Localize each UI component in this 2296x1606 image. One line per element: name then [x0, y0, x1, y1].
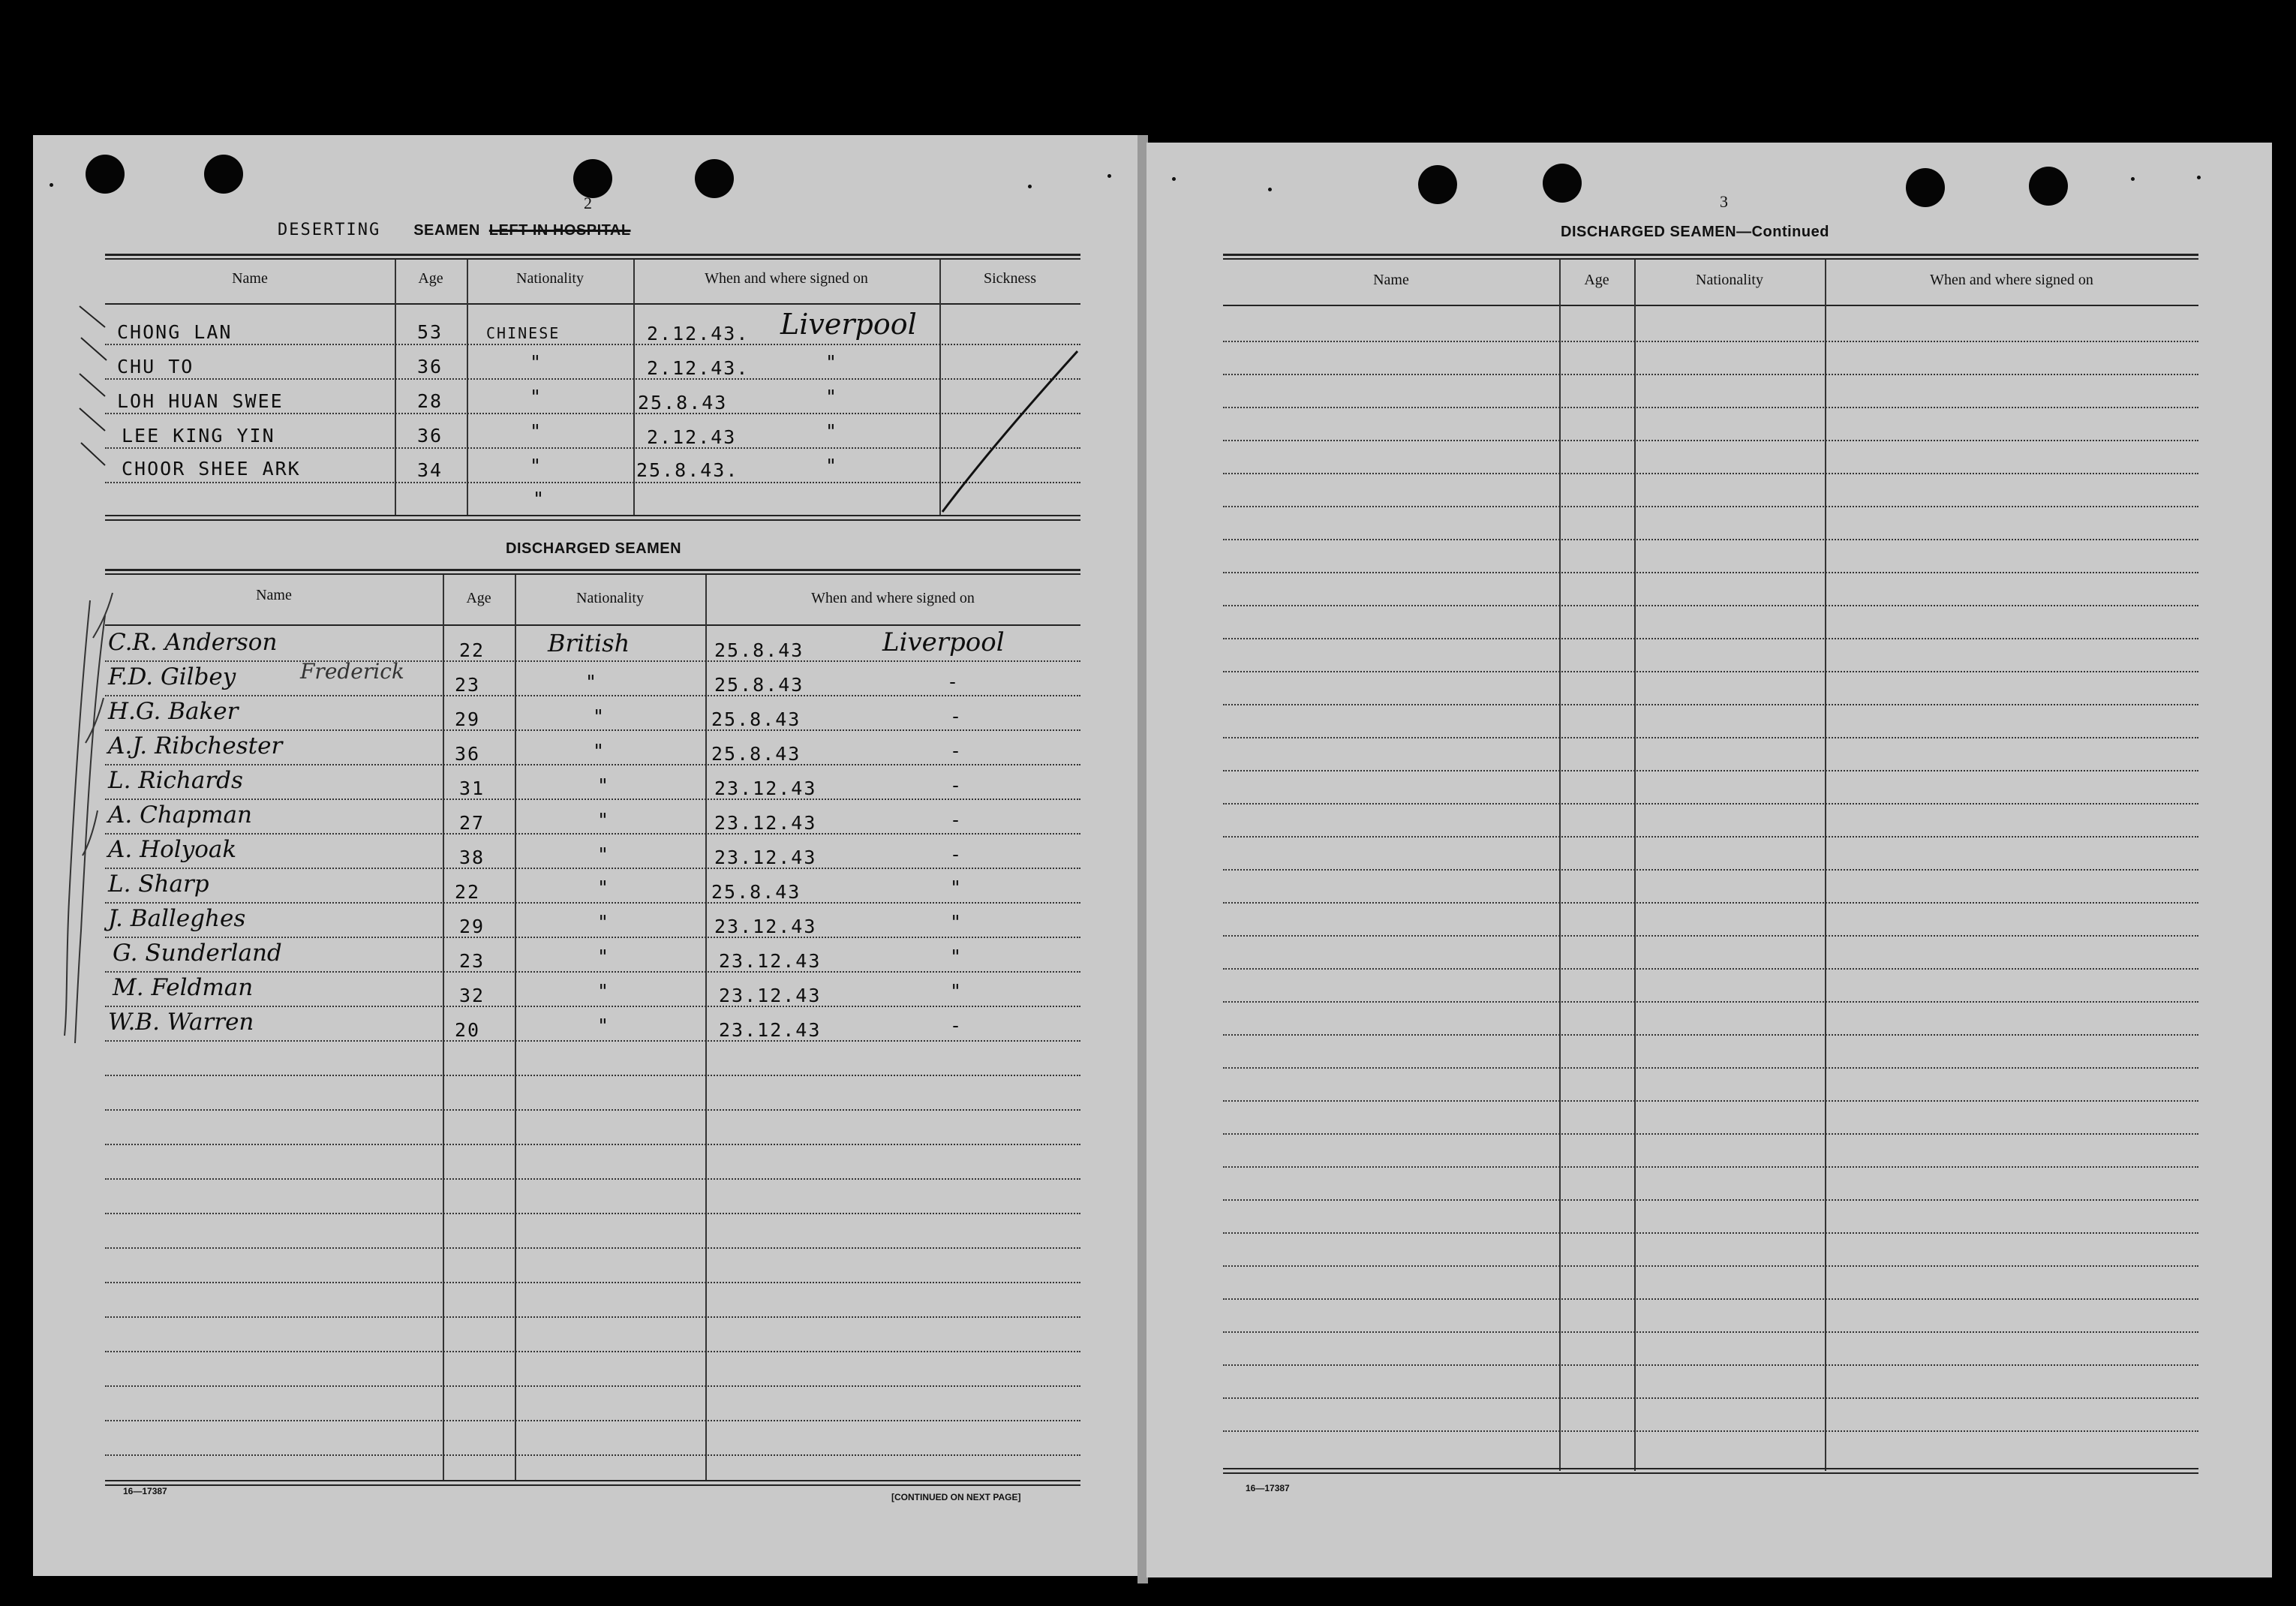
- speck: [1107, 174, 1111, 178]
- speck: [1028, 185, 1032, 188]
- seaman-signed: 25.8.43: [711, 708, 801, 730]
- ruling-line: [105, 971, 1080, 973]
- speck: [1268, 188, 1272, 191]
- ruling-line: [1223, 1397, 2198, 1399]
- seaman-nationality: ": [597, 877, 611, 898]
- ruling-line: [1223, 869, 2198, 871]
- ruling-line: [105, 1144, 1080, 1145]
- col-header-age: Age: [466, 590, 491, 606]
- ruling-line: [1223, 572, 2198, 573]
- seaman-nationality: ": [593, 740, 606, 762]
- seaman-nationality: ": [593, 705, 606, 727]
- seaman-place: -: [950, 774, 963, 796]
- seaman-age: 27: [459, 812, 485, 834]
- seaman-age: 23: [459, 950, 485, 972]
- seaman-age: 22: [459, 639, 485, 661]
- ruling-line: [1223, 935, 2198, 937]
- seaman-place: ": [950, 911, 963, 933]
- form-number-left: 16—17387: [123, 1486, 167, 1496]
- seaman-nationality: ": [597, 980, 611, 1002]
- seaman-signed: 25.8.43: [711, 743, 801, 765]
- page-number-left: 2: [584, 194, 592, 212]
- deserter-place: ": [825, 455, 839, 477]
- deserter-signed: 25.8.43.: [636, 459, 739, 481]
- discharged-seamen-title: DISCHARGED SEAMEN: [506, 540, 682, 557]
- seaman-signed: 23.12.43: [719, 1019, 822, 1041]
- ruling-line: [105, 1006, 1080, 1007]
- punch-hole: [1418, 165, 1457, 204]
- ruling-line: [105, 1247, 1080, 1249]
- ruling-line: [1223, 1298, 2198, 1300]
- seaman-signed: 25.8.43: [714, 639, 804, 661]
- ruling-line: [1223, 605, 2198, 606]
- seaman-name: H.G. Baker: [108, 698, 239, 725]
- margin-scribbles: [60, 585, 128, 1051]
- seaman-nationality: ": [597, 844, 611, 865]
- deserter-age: 34: [417, 459, 443, 481]
- deserter-signed: 2.12.43.: [647, 323, 750, 344]
- ruling-line: [1223, 1232, 2198, 1234]
- ruling-line: [1223, 671, 2198, 672]
- ruling-line: [1223, 1331, 2198, 1333]
- seaman-place: -: [950, 809, 963, 831]
- col-header-nationality: Nationality: [516, 270, 584, 287]
- ruling-line: [105, 660, 1080, 662]
- ruling-line: [1223, 1001, 2198, 1003]
- deserter-place: Liverpool: [780, 308, 917, 341]
- section-title-deserting: [278, 221, 631, 239]
- deserter-place: ": [825, 351, 839, 373]
- ruling-line: [1223, 902, 2198, 904]
- seaman-place: ": [950, 877, 963, 898]
- seaman-place: -: [947, 671, 960, 693]
- seaman-nationality: ": [597, 774, 611, 796]
- seaman-age: 36: [455, 743, 481, 765]
- seaman-signed: 23.12.43: [714, 812, 817, 834]
- col-header-sickness: Sickness: [984, 270, 1036, 287]
- check-marks: [72, 300, 125, 495]
- deserter-signed: 25.8.43: [638, 392, 728, 414]
- seaman-name: M. Feldman: [113, 974, 254, 1001]
- seaman-place: Liverpool: [882, 627, 1005, 657]
- ruling-line: [1223, 341, 2198, 342]
- deserter-name: LOH HUAN SWEE: [117, 390, 284, 412]
- seaman-name: A.J. Ribchester: [108, 732, 283, 759]
- seaman-place: -: [950, 1015, 963, 1036]
- ruling-line: [1223, 737, 2198, 738]
- seaman-name: W.B. Warren: [108, 1009, 254, 1036]
- seamen-label: SEAMEN: [413, 222, 480, 239]
- seaman-place: ": [950, 980, 963, 1002]
- ruling-line: [105, 798, 1080, 800]
- seaman-age: 31: [459, 777, 485, 799]
- deserter-place: ": [825, 386, 839, 408]
- deserter-age: 36: [417, 356, 443, 377]
- ruling-line: [105, 1040, 1080, 1042]
- col-header-signed-on: When and where signed on: [1930, 272, 2093, 288]
- ruling-line: [1223, 1199, 2198, 1201]
- speck: [2131, 177, 2135, 181]
- seaman-signed: 23.12.43: [714, 777, 817, 799]
- ruling-line: [1223, 1100, 2198, 1102]
- deserter-signed: 2.12.43.: [647, 357, 750, 379]
- seaman-nationality: ": [597, 911, 611, 933]
- deserter-name: CHONG LAN: [117, 321, 233, 343]
- seaman-place: -: [950, 844, 963, 865]
- ruling-line: [105, 1316, 1080, 1318]
- seaman-name: J. Balleghes: [108, 905, 246, 932]
- deserter-name: CHU TO: [117, 356, 194, 377]
- punch-hole: [573, 159, 612, 198]
- ruling-line: [105, 937, 1080, 938]
- seaman-name: C.R. Anderson: [108, 629, 278, 656]
- ruling-line: [1223, 1430, 2198, 1432]
- ruling-line: [105, 1385, 1080, 1387]
- ruling-line: [1223, 836, 2198, 838]
- ruling-line: [1223, 803, 2198, 805]
- ruling-line: [105, 833, 1080, 835]
- punch-hole: [695, 159, 734, 198]
- ruling-line: [105, 729, 1080, 731]
- deserter-nationality: CHINESE: [486, 324, 560, 342]
- seaman-name: G. Sunderland: [113, 940, 282, 967]
- deserter-age: 53: [417, 321, 443, 343]
- ruling-line: [1223, 704, 2198, 705]
- deserting-label: DESERTING: [278, 221, 381, 239]
- col-header-age: Age: [1584, 272, 1609, 288]
- seaman-nationality: ": [597, 809, 611, 831]
- form-number-right: 16—17387: [1246, 1483, 1290, 1493]
- deserter-nationality: ": [530, 351, 543, 373]
- seaman-signed: 23.12.43: [719, 950, 822, 972]
- punch-hole: [204, 155, 243, 194]
- deserter-name: CHOOR SHEE ARK: [122, 458, 301, 480]
- seaman-age: 29: [455, 708, 481, 730]
- ruling-line: [1223, 1166, 2198, 1168]
- ruling-line: [1223, 374, 2198, 375]
- ruling-line: [105, 764, 1080, 765]
- seaman-signed: 25.8.43: [711, 881, 801, 903]
- discharged-continued-title: DISCHARGED SEAMEN—Continued: [1561, 224, 1829, 240]
- seaman-age: 38: [459, 847, 485, 868]
- seaman-place: ": [950, 946, 963, 967]
- ruling-line: [1223, 539, 2198, 540]
- ruling-line: [1223, 1067, 2198, 1069]
- seaman-name: L. Richards: [108, 767, 243, 794]
- col-header-age: Age: [418, 270, 443, 287]
- right-page: [1146, 143, 2272, 1577]
- seaman-nationality: ": [585, 671, 599, 693]
- ruling-line: [105, 1109, 1080, 1111]
- ruling-line: [1223, 407, 2198, 408]
- ruling-line: [1223, 1265, 2198, 1267]
- seaman-nationality: ": [597, 946, 611, 967]
- deserter-signed: 2.12.43: [647, 426, 737, 448]
- seaman-signed: 25.8.43: [714, 674, 804, 696]
- ruling-line: [105, 1075, 1080, 1076]
- ruling-line: [1223, 1133, 2198, 1135]
- seaman-signed: 23.12.43: [714, 847, 817, 868]
- ruling-line: [105, 868, 1080, 869]
- seaman-age: 29: [459, 916, 485, 937]
- ruling-line: [105, 1351, 1080, 1352]
- ruling-line: [105, 1213, 1080, 1214]
- seaman-age: 32: [459, 985, 485, 1006]
- deserter-place: ": [825, 420, 839, 442]
- ruling-line: [1223, 1364, 2198, 1366]
- deserter-nationality: ": [530, 386, 543, 408]
- seaman-signed: 23.12.43: [714, 916, 817, 937]
- seaman-note: Frederick: [300, 659, 404, 684]
- ruling-line: [105, 1178, 1080, 1180]
- seaman-age: 22: [455, 881, 481, 903]
- seaman-name: L. Sharp: [108, 871, 209, 898]
- ruling-line: [105, 695, 1080, 696]
- ruling-line: [105, 1282, 1080, 1283]
- punch-hole: [1543, 164, 1582, 203]
- seaman-place: -: [950, 705, 963, 727]
- punch-hole: [86, 155, 125, 194]
- punch-hole: [2029, 167, 2068, 206]
- continued-note: [CONTINUED ON NEXT PAGE]: [891, 1492, 1021, 1502]
- ruling-line: [1223, 1034, 2198, 1036]
- seaman-nationality: British: [548, 629, 630, 657]
- deserter-nationality: ": [530, 420, 543, 442]
- seaman-age: 23: [455, 674, 481, 696]
- seaman-place: -: [950, 740, 963, 762]
- seaman-nationality: ": [597, 1015, 611, 1036]
- seaman-name: F.D. Gilbey: [108, 663, 236, 690]
- ruling-line: [1223, 440, 2198, 441]
- speck: [2197, 176, 2201, 179]
- ruling-line: [1223, 638, 2198, 639]
- deserter-name: LEE KING YIN: [122, 425, 275, 447]
- ruling-line: [105, 1454, 1080, 1456]
- deserter-nationality: ": [530, 455, 543, 477]
- ruling-line: [105, 1420, 1080, 1421]
- seaman-signed: 23.12.43: [719, 985, 822, 1006]
- ruling-line: [1223, 770, 2198, 771]
- speck: [50, 183, 53, 187]
- left-in-hospital-label: LEFT IN HOSPITAL: [488, 222, 631, 239]
- col-header-name: Name: [232, 270, 268, 287]
- ruling-line: [1223, 968, 2198, 970]
- ruling-line: [105, 902, 1080, 904]
- col-header-nationality: Nationality: [576, 590, 644, 606]
- seaman-name: A. Holyoak: [108, 836, 237, 863]
- col-header-signed-on: When and where signed on: [811, 590, 975, 606]
- ruling-line: [1223, 506, 2198, 507]
- page-number-right: 3: [1720, 192, 1728, 211]
- deserter-nationality: ": [533, 488, 546, 510]
- sickness-strike-mark: [938, 345, 1088, 525]
- deserter-age: 28: [417, 390, 443, 412]
- ruling-line: [1223, 473, 2198, 474]
- seaman-age: 20: [455, 1019, 481, 1041]
- deserter-age: 36: [417, 425, 443, 447]
- col-header-nationality: Nationality: [1696, 272, 1763, 288]
- col-header-name: Name: [1373, 272, 1409, 288]
- punch-hole: [1906, 168, 1945, 207]
- col-header-signed-on: When and where signed on: [705, 270, 868, 287]
- seaman-name: A. Chapman: [108, 801, 252, 829]
- col-header-name: Name: [256, 587, 292, 603]
- speck: [1172, 177, 1176, 181]
